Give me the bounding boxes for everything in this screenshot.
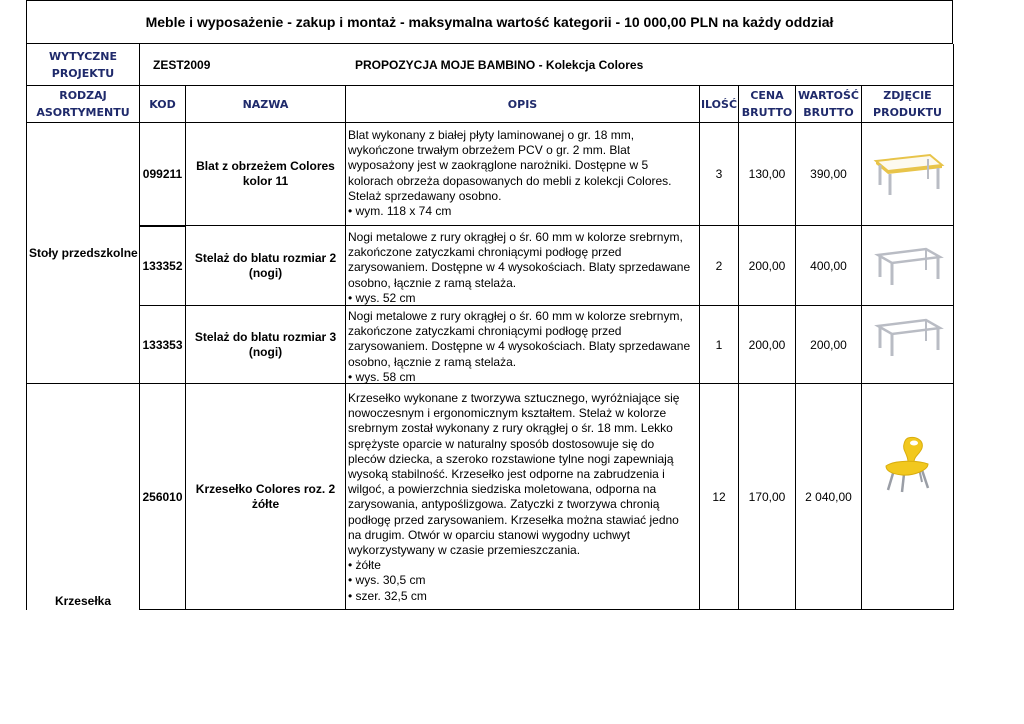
project-proposal: PROPOZYCJA MOJE BAMBINO - Kolekcja Colores: [355, 57, 644, 72]
item-nazwa: Blat z obrzeżem Colores kolor 11: [186, 123, 346, 226]
item-opis: Nogi metalowe z rury okrągłej o śr. 60 mm w kolorze srebrnym, zakończone zatyczkami chroniącymi podłogę przed zarysowaniem. Dostępne w 4 wysokościach. Blaty sprzedawane osobno, łącznie z ramą stelaża. • wys. 58 cm: [346, 306, 700, 384]
sheet-title: Meble i wyposażenie - zakup i montaż - maksymalna wartość kategorii - 10 000,00 PLN na każdy oddział: [26, 0, 953, 44]
item-kod: 256010: [140, 384, 186, 610]
item-opis: Blat wykonany z białej płyty laminowanej o gr. 18 mm, wykończone trwałym obrzeżem PCV o gr. 2 mm. Blat wyposażony jest w zaokrąglone narożniki. Dostępne w 5 kolorach obrzeża dopasowanych do mebli z kolekcji Colores. Stelaż sprzedawany osobno. • wym. 118 x 74 cm: [346, 123, 700, 226]
header-wartosc: [796, 86, 862, 123]
item-kod: 133353: [140, 306, 186, 384]
project-label-line2: PROJEKTU: [51, 66, 115, 80]
header-zdjecie-line1: ZDJĘCIE: [883, 89, 932, 102]
group-stoly: Stoły przedszkolne: [26, 123, 140, 384]
header-ilosc: ILOŚĆ: [700, 86, 739, 123]
header-rodzaj-line2: ASORTYMENTU: [36, 106, 130, 119]
header-zdjecie: [862, 86, 954, 123]
item-opis: Nogi metalowe z rury okrągłej o śr. 60 mm w kolorze srebrnym, zakończone zatyczkami chroniącymi podłogę przed zarysowaniem. Dostępne w 4 wysokościach. Blaty sprzedawane osobno, łącznie z ramą stelaża. • wys. 52 cm: [346, 226, 700, 306]
item-nazwa: Stelaż do blatu rozmiar 3 (nogi): [186, 306, 346, 384]
item-opis: Krzesełko wykonane z tworzywa sztucznego, wyróżniające się nowoczesnym i ergonomicznym kształtem. Stelaż w kolorze srebrnym został wykonany z rury okrągłej o śr. 18 mm. Lekko sprężyste oparcie w naturalny sposób dostosowuje się do pleców dziecka, a szeroko rozstawione tylne nogi zapewniają wysoką stabilność. Krzesełko jest odporne na zabrudzenia i wilgoć, a powierzchnia siedziska moletowana, odporna na zarysowania, antypoślizgowa. Zatyczki z tworzywa chronią podłogę przed zarysowaniem. Krzesełka można stawiać jedno na drugim. Otwór w oparciu stanowi wygodny uchwyt wykorzystywany w czasie przemieszczania. • żółte • wys. 30,5 cm • szer. 32,5 cm: [346, 384, 700, 610]
table-top-icon: [870, 149, 946, 199]
item-ilosc: 12: [700, 384, 739, 610]
header-wartosc-line2: BRUTTO: [803, 106, 854, 119]
item-cena: 200,00: [739, 226, 796, 306]
header-opis: OPIS: [346, 86, 700, 123]
item-ilosc: 2: [700, 226, 739, 306]
header-rodzaj-line1: RODZAJ: [59, 89, 107, 102]
item-wartosc: 390,00: [796, 123, 862, 226]
project-label-line1: WYTYCZNE: [49, 49, 117, 63]
item-kod: 133352: [140, 226, 186, 306]
header-rodzaj: [26, 86, 140, 123]
yellow-chair-icon: [878, 434, 938, 494]
item-photo: [862, 226, 954, 306]
item-wartosc: 200,00: [796, 306, 862, 384]
header-cena: [739, 86, 796, 123]
item-photo: [862, 306, 954, 384]
header-kod: KOD: [140, 86, 186, 123]
project-guidelines-label: [26, 44, 140, 86]
header-zdjecie-line2: PRODUKTU: [873, 106, 942, 119]
item-wartosc: 2 040,00: [796, 384, 862, 610]
item-kod: 099211: [140, 123, 186, 226]
table-frame-icon: [872, 314, 944, 360]
item-nazwa: Stelaż do blatu rozmiar 2 (nogi): [186, 226, 346, 306]
header-wartosc-line1: WARTOŚĆ: [798, 89, 859, 102]
item-cena: 130,00: [739, 123, 796, 226]
header-nazwa: NAZWA: [186, 86, 346, 123]
project-info: [140, 44, 954, 86]
item-wartosc: 400,00: [796, 226, 862, 306]
group-krzesla: Krzesełka: [26, 384, 140, 610]
item-cena: 170,00: [739, 384, 796, 610]
header-cena-line1: CENA: [750, 89, 784, 102]
item-ilosc: 1: [700, 306, 739, 384]
item-nazwa: Krzesełko Colores roz. 2 żółte: [186, 384, 346, 610]
item-ilosc: 3: [700, 123, 739, 226]
item-cena: 200,00: [739, 306, 796, 384]
item-photo: [862, 384, 954, 610]
table-frame-icon: [872, 243, 944, 289]
item-photo: [862, 123, 954, 226]
header-cena-line2: BRUTTO: [741, 106, 793, 119]
project-code: ZEST2009: [153, 57, 211, 72]
